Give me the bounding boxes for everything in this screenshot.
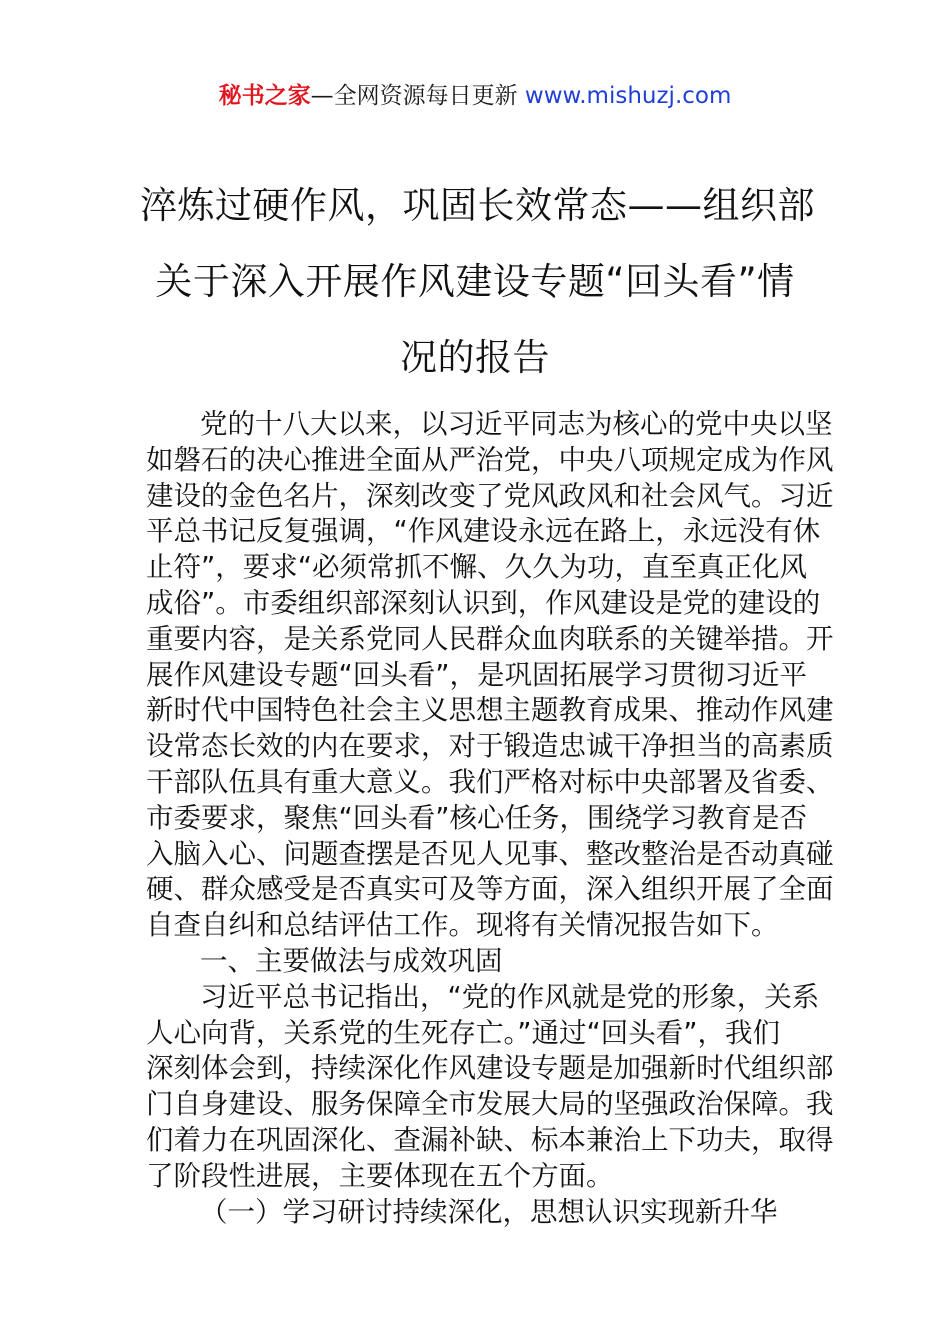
document-body (146, 407, 834, 1230)
body-line: （一）学习研讨持续深化，思想认识实现新升华 (200, 1195, 778, 1228)
body-line: 干部队伍具有重大意义。我们严格对标中央部署及省委、 (146, 765, 834, 798)
body-line: 深刻体会到，持续深化作风建设专题是加强新时代组织部 (146, 1052, 834, 1085)
title-line: 况的报告 (400, 336, 550, 379)
body-line: 平总书记反复强调，“作风建设永远在路上，永远没有休 (146, 515, 821, 548)
body-line: 如磐石的决心推进全面从严治党，中央八项规定成为作风 (146, 443, 834, 476)
body-line: 门自身建设、服务保障全市发展大局的坚强政治保障。我 (146, 1088, 834, 1121)
body-line: 建设的金色名片，深刻改变了党风政风和社会风气。习近 (146, 479, 834, 512)
body-line: 市委要求，聚焦“回头看”核心任务，围绕学习教育是否 (146, 801, 807, 834)
document-title (140, 168, 815, 396)
title-line: 关于深入开展作风建设专题“回头看”情 (155, 260, 795, 303)
body-line: 习近平总书记指出，“党的作风就是党的形象，关系 (200, 980, 820, 1013)
site-brand: 秘书之家 (218, 83, 311, 109)
body-line: 成俗”。市委组织部深刻认识到，作风建设是党的建设的 (146, 586, 821, 619)
body-line: 展作风建设专题“回头看”，是巩固拓展学习贯彻习近平 (146, 658, 807, 691)
body-line: 止符”，要求“必须常抓不懈、久久为功，直至真正化风 (146, 551, 807, 584)
body-line: 设常态长效的内在要求，对于锻造忠诚干净担当的高素质 (146, 730, 834, 763)
body-line: 入脑入心、问题查摆是否见人见事、整改整治是否动真碰 (146, 837, 834, 870)
body-line: 硬、群众感受是否真实可及等方面，深入组织开展了全面 (146, 873, 834, 906)
site-tagline: —全网资源每日更新 (310, 83, 518, 109)
body-line: 自查自纠和总结评估工作。现将有关情况报告如下。 (146, 909, 779, 942)
body-line: 们着力在巩固深化、查漏补缺、标本兼治上下功夫，取得 (146, 1123, 834, 1156)
body-line: 了阶段性进展，主要体现在五个方面。 (146, 1159, 614, 1192)
body-line: 新时代中国特色社会主义思想主题教育成果、推动作风建 (146, 694, 834, 727)
body-line: 重要内容，是关系党同人民群众血肉联系的关键举措。开 (146, 622, 834, 655)
body-line: 人心向背，关系党的生死存亡。”通过“回头看”，我们 (146, 1016, 780, 1049)
site-header (0, 80, 950, 112)
body-line: 一、主要做法与成效巩固 (200, 944, 503, 977)
site-url-link[interactable]: www.mishuzj.com (524, 83, 732, 109)
title-line: 淬炼过硬作风，巩固长效常态——组织部 (140, 184, 815, 227)
body-line: 党的十八大以来，以习近平同志为核心的党中央以坚 (200, 408, 833, 440)
